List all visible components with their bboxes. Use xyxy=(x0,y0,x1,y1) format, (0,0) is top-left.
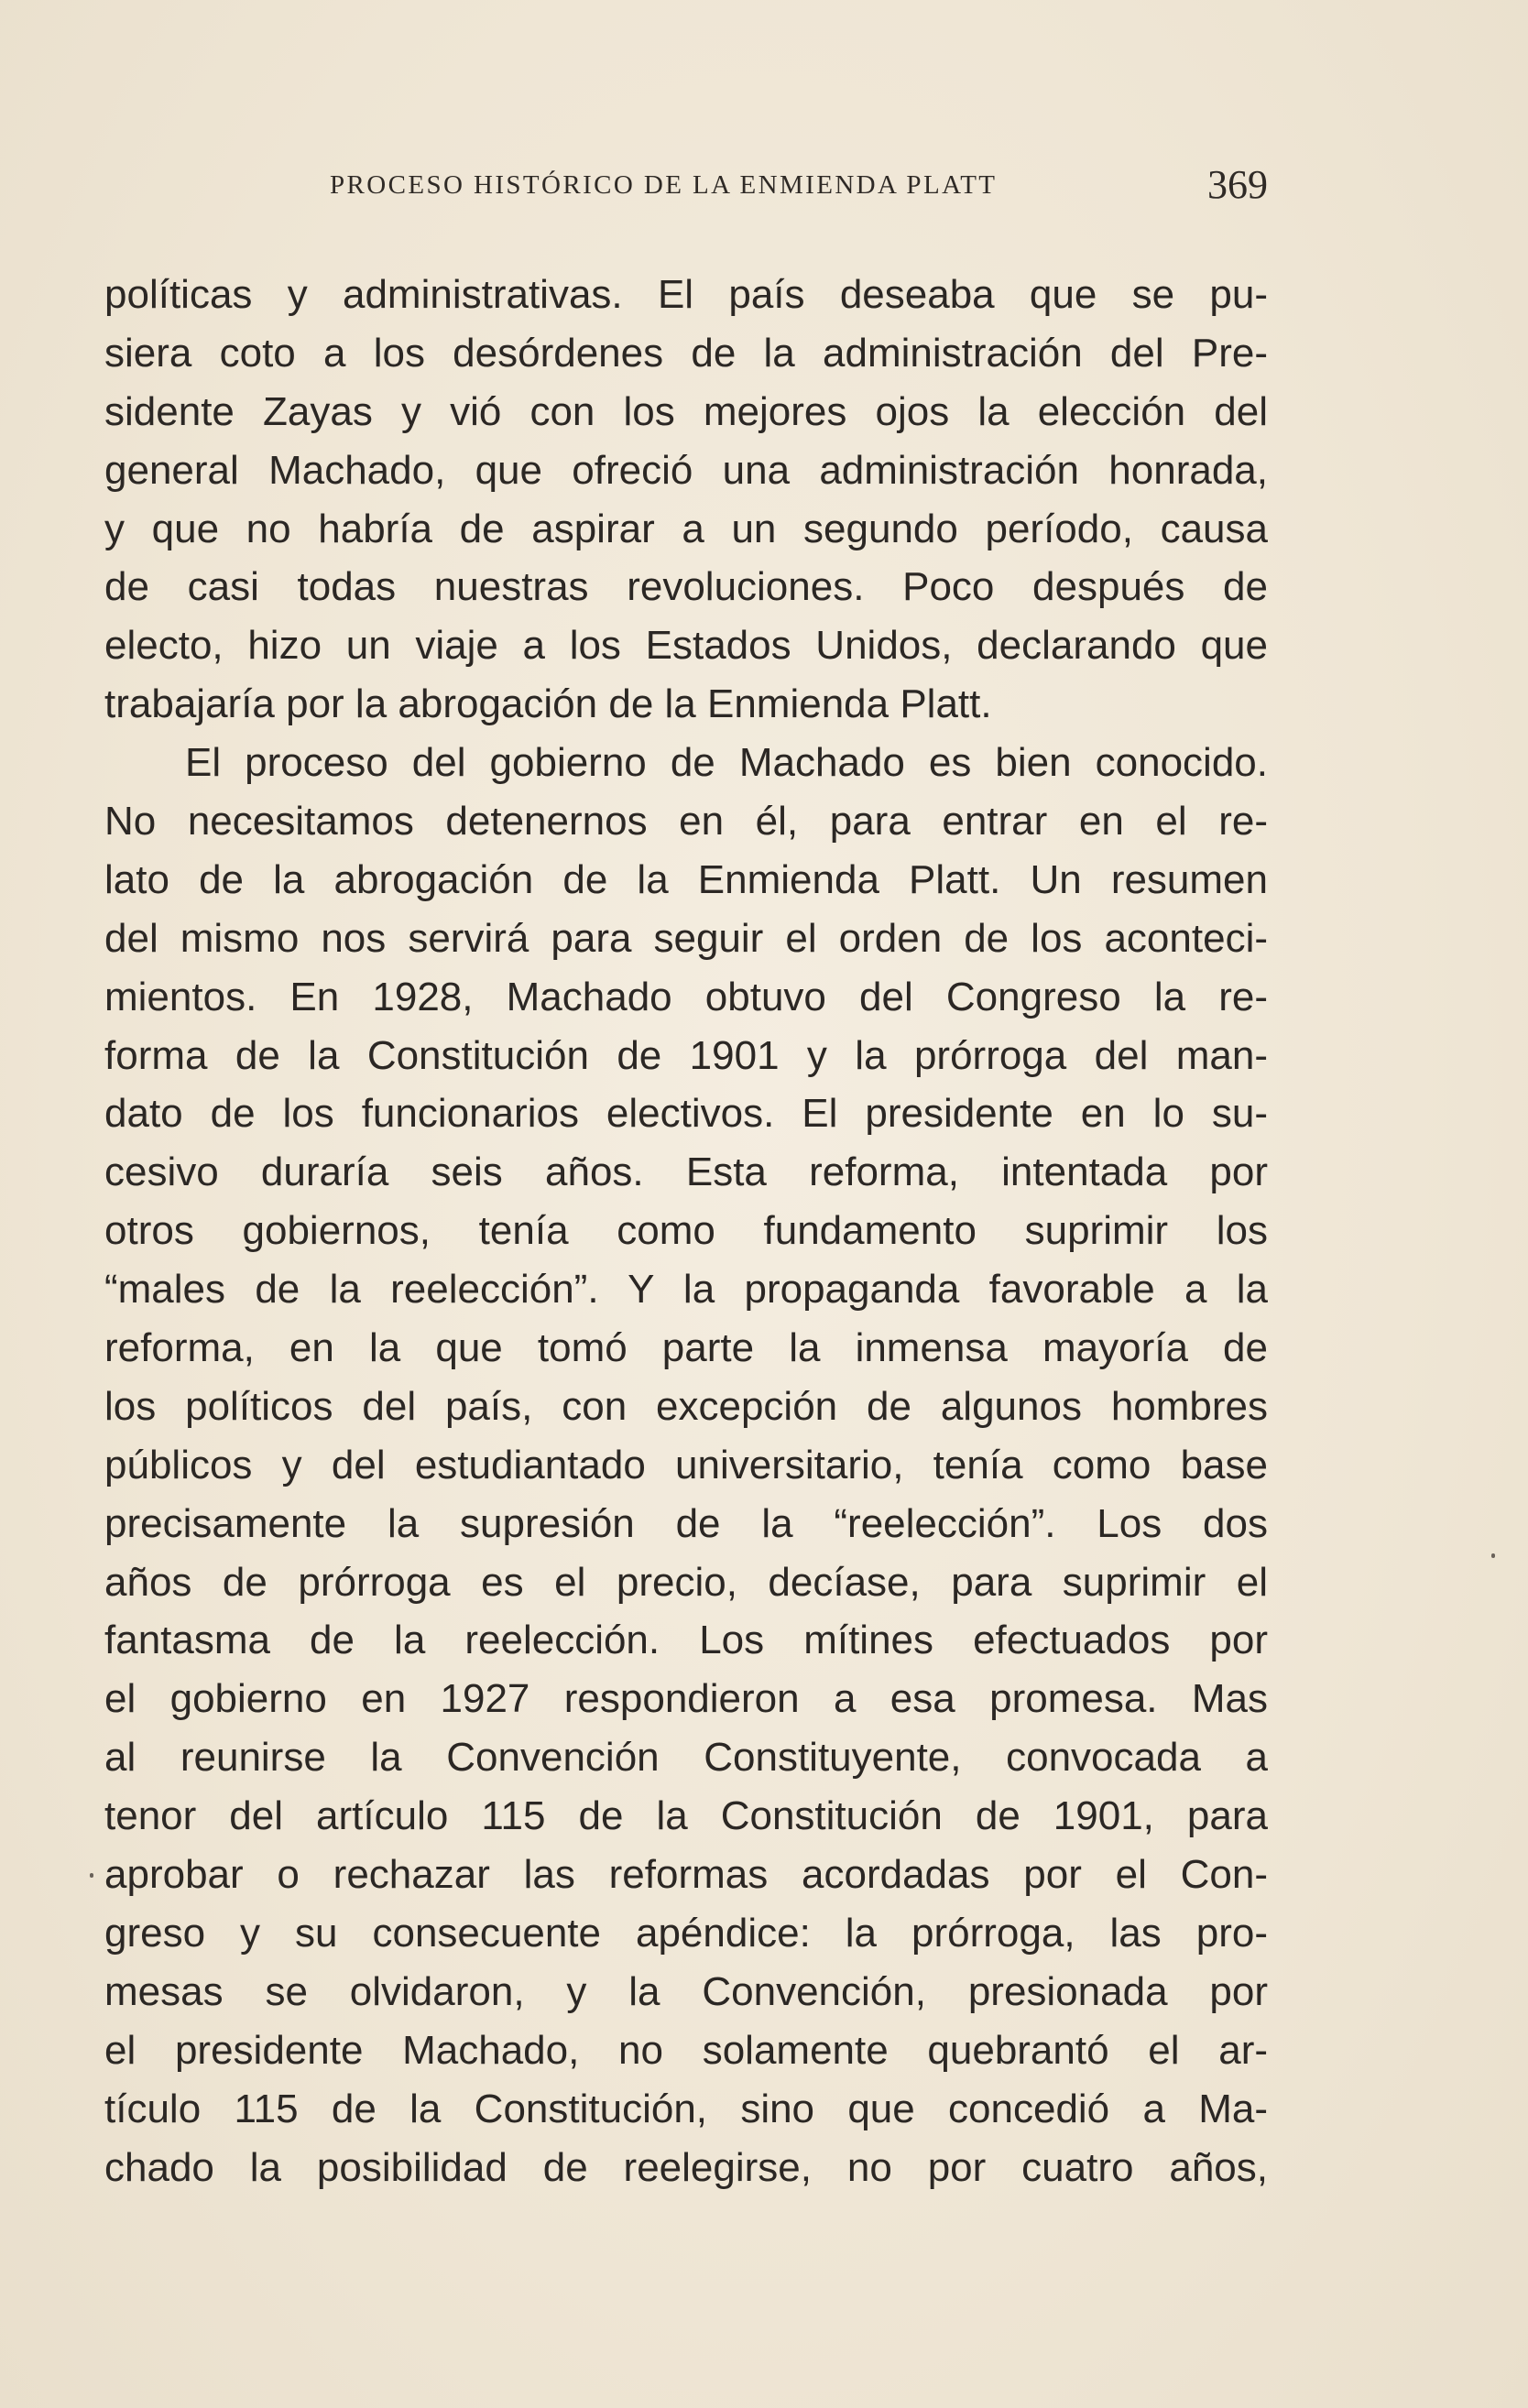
text-line: chado la posibilidad de reelegirse, no por cuatro años, xyxy=(104,2144,1268,2190)
text-line: del mismo nos servirá para seguir el orden de los aconteci- xyxy=(104,915,1268,961)
text-line: reforma, en la que tomó parte la inmensa mayoría de xyxy=(104,1325,1268,1371)
text-line: públicos y del estudiantado universitario, tenía como base xyxy=(104,1442,1268,1487)
text-line: forma de la Constitución de 1901 y la prórroga del man- xyxy=(104,1032,1268,1078)
text-line: al reunirse la Convención Constituyente, convocada a xyxy=(104,1735,1268,1781)
text-line: mesas se olvidaron, y la Convención, presionada por xyxy=(104,1968,1268,2014)
text-line: precisamente la supresión de la “reelección”. Los dos xyxy=(104,1500,1268,1546)
text-line: dato de los funcionarios electivos. El presidente en lo su- xyxy=(104,1091,1268,1137)
text-line: “males de la reelección”. Y la propaganda favorable a la xyxy=(104,1267,1268,1313)
text-line: de casi todas nuestras revoluciones. Poco después de xyxy=(104,564,1268,610)
text-line: el presidente Machado, no solamente quebrantó el ar- xyxy=(104,2027,1268,2073)
paragraph-start-line: El proceso del gobierno de Machado es bien conocido. xyxy=(185,740,1268,786)
text-line: tenor del artículo 115 de la Constitución de 1901, para xyxy=(104,1793,1268,1839)
text-line: trabajaría por la abrogación de la Enmienda Platt. xyxy=(104,681,992,727)
text-line: los políticos del país, con excepción de algunos hombres xyxy=(104,1383,1268,1429)
text-line: años de prórroga es el precio, decíase, para suprimir el xyxy=(104,1559,1268,1605)
text-line: tículo 115 de la Constitución, sino que concedió a Ma- xyxy=(104,2086,1268,2131)
page-number: 369 xyxy=(1207,162,1268,207)
margin-mark xyxy=(90,1873,93,1878)
text-line: aprobar o rechazar las reformas acordadas por el Con- xyxy=(104,1852,1268,1898)
margin-mark xyxy=(1491,1553,1495,1558)
text-line: greso y su consecuente apéndice: la prórroga, las pro- xyxy=(104,1910,1268,1956)
running-header: PROCESO HISTÓRICO DE LA ENMIENDA PLATT xyxy=(330,170,998,200)
text-line: siera coto a los desórdenes de la administración del Pre- xyxy=(104,330,1268,376)
text-line: electo, hizo un viaje a los Estados Unidos, declarando que xyxy=(104,623,1268,669)
text-line: y que no habría de aspirar a un segundo período, causa xyxy=(104,506,1268,551)
body-text xyxy=(104,266,1268,2196)
text-line: mientos. En 1928, Machado obtuvo del Congreso la re- xyxy=(104,974,1268,1019)
text-line: el gobierno en 1927 respondieron a esa promesa. Mas xyxy=(104,1676,1268,1722)
text-line: general Machado, que ofreció una administración honrada, xyxy=(104,447,1268,493)
text-line: No necesitamos detenernos en él, para entrar en el re- xyxy=(104,799,1268,844)
text-line: sidente Zayas y vió con los mejores ojos la elección del xyxy=(104,388,1268,434)
text-line: cesivo duraría seis años. Esta reforma, intentada por xyxy=(104,1150,1268,1195)
text-line: lato de la abrogación de la Enmienda Platt. Un resumen xyxy=(104,856,1268,902)
text-line: otros gobiernos, tenía como fundamento suprimir los xyxy=(104,1208,1268,1254)
text-line: fantasma de la reelección. Los mítines efectuados por xyxy=(104,1618,1268,1663)
text-line: políticas y administrativas. El país deseaba que se pu- xyxy=(104,272,1268,317)
